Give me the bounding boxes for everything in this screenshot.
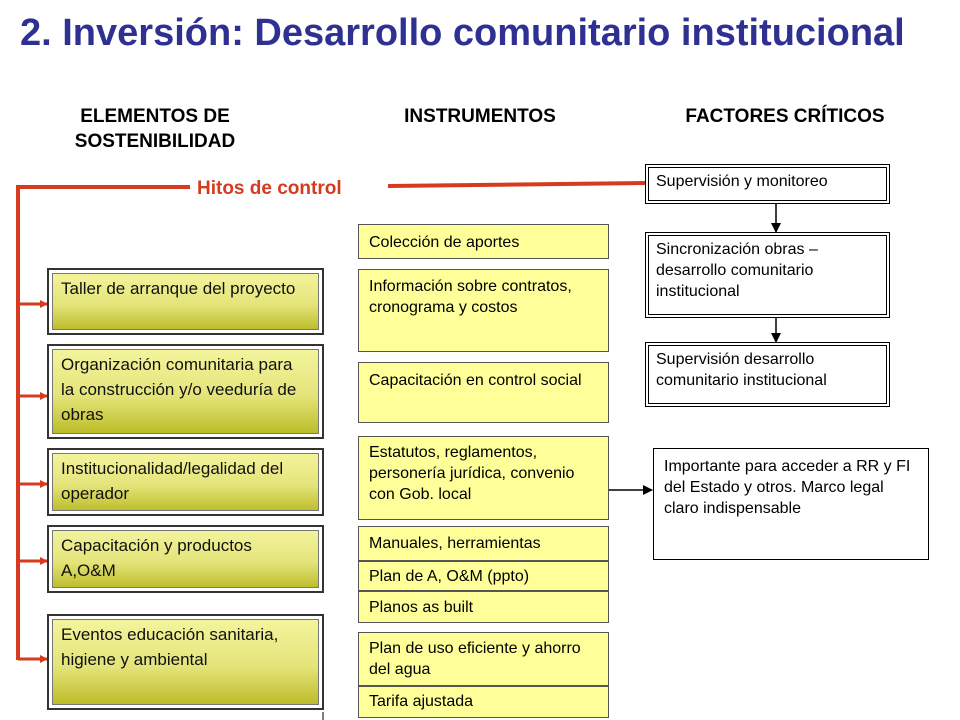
factor-box: Sincronización obras – desarrollo comunitario institucional — [645, 232, 890, 318]
elemento-box: Organización comunitaria para la construcción y/o veeduría de obras — [47, 344, 324, 439]
factor-box: Supervisión y monitoreo — [645, 164, 890, 204]
instrumento-box: Capacitación en control social — [358, 362, 609, 423]
column-header-elementos: ELEMENTOS DE SOSTENIBILIDAD — [74, 106, 236, 152]
instrumento-box: Tarifa ajustada — [358, 686, 609, 718]
instrumento-box: Plan de uso eficiente y ahorro del agua — [358, 632, 609, 686]
hitos-line-right — [388, 183, 645, 186]
instrumento-box: Información sobre contratos, cronograma y costos — [358, 269, 609, 352]
elemento-box: Taller de arranque del proyecto — [47, 268, 324, 335]
legal-note-box: Importante para acceder a RR y FI del Estado y otros. Marco legal claro indispensable — [653, 448, 929, 560]
elemento-box: Capacitación y productos A,O&M — [47, 525, 324, 593]
instrumento-box: Manuales, herramientas — [358, 526, 609, 561]
instrumento-box: Planos as built — [358, 591, 609, 623]
elemento-box: Eventos educación sanitaria, higiene y ambiental — [47, 614, 324, 710]
column-header-instrumentos: INSTRUMENTOS — [404, 106, 556, 127]
instrumento-box: Colección de aportes — [358, 224, 609, 259]
instrumento-box: Estatutos, reglamentos, personería jurídica, convenio con Gob. local — [358, 436, 609, 520]
hitos-de-control-label: Hitos de control — [197, 178, 342, 199]
instrumento-box: Plan de A, O&M (ppto) — [358, 561, 609, 591]
page-title: 2. Inversión: Desarrollo comunitario institucional — [20, 12, 905, 54]
elemento-box: Institucionalidad/legalidad del operador — [47, 448, 324, 516]
factor-box: Supervisión desarrollo comunitario institucional — [645, 342, 890, 407]
column-header-factores: FACTORES CRÍTICOS — [685, 106, 885, 127]
